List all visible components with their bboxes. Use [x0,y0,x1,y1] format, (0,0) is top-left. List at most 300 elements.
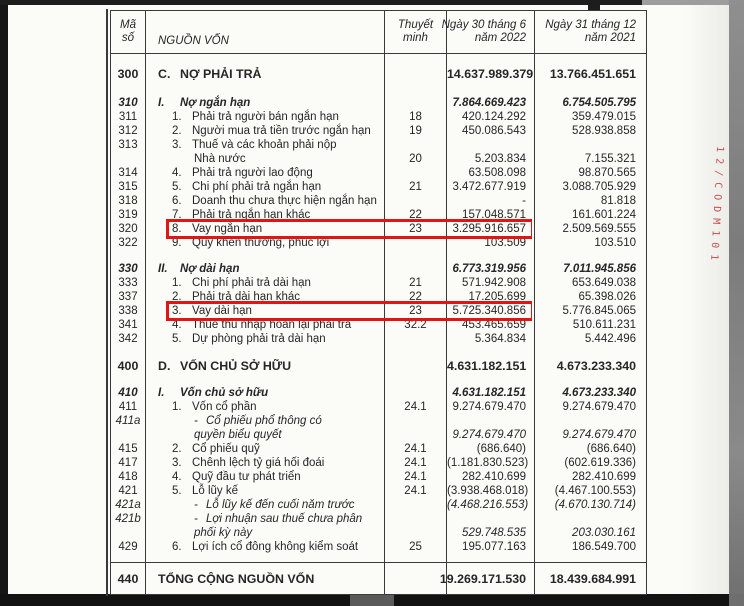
table-row [111,110,646,124]
value-2022-cell: 5.725.340.856 [447,304,535,318]
table-row [111,304,646,318]
value-2021-cell: 3.088.705.929 [562,181,636,193]
code-cell: 313 [111,138,146,152]
note-cell: 24.1 [385,442,447,456]
value-2022-cell: 529.748.535 [447,526,535,540]
header-period-2022-line1: Ngày 30 tháng 6 [441,19,526,31]
spacer-cell [146,346,385,358]
label-text: Thuế thu nhập hoãn lại phải trả [192,319,352,331]
label-text: Phải trả dài hạn khác [192,291,301,303]
spacer-row [111,554,646,562]
table-row [111,208,646,222]
label-cell [146,138,385,152]
label-prefix: 9. [172,237,182,249]
value-2022-cell: 9.274.679.470 [447,400,535,414]
value-2021-cell: 7.155.321 [584,153,636,165]
header-period-2021-line1: Ngày 31 tháng 12 [545,19,636,31]
label-text: Chi phí phải trả ngắn hạn [192,181,322,193]
label-cell [146,400,385,414]
value-2021-cell: 161.601.224 [572,209,636,221]
code-cell [111,152,146,166]
spacer-cell [447,54,535,66]
note-cell: 24.1 [385,456,447,470]
note-cell: 20 [385,152,447,166]
value-2021-cell: 282.410.699 [572,471,636,483]
table-row [111,276,646,290]
spacer-cell [385,54,447,66]
spacer-cell [385,374,447,386]
label-prefix: 2. [172,443,182,455]
value-2021-cell: (4.670.130.714) [554,499,636,511]
label-prefix: 5. [172,181,182,193]
header-source-label: NGUỒN VỐN [158,35,229,47]
code-cell: 333 [111,276,146,290]
code-cell: 411 [111,400,146,414]
label-cell [146,456,385,470]
note-cell: 23 [385,304,447,318]
code-cell: 330 [111,262,146,276]
label-cell [146,222,385,236]
spacer-cell [535,54,646,66]
value-2022-cell: 450.086.543 [447,124,535,138]
table-row [111,526,646,540]
header-code-line1: Mã [120,19,136,31]
table-row [111,456,646,470]
label-cell [146,236,385,250]
note-cell [385,66,447,82]
value-2022-cell: (3.938.468.018) [447,484,535,498]
spacer-cell [535,250,646,262]
value-2021-cell: 359.479.015 [572,111,636,123]
label-text: Nợ ngắn hạn [180,97,251,109]
label-cell [146,180,385,194]
header-notes-line1: Thuyết [397,19,434,31]
table-row [111,470,646,484]
table-row [111,400,646,414]
spacer-cell [447,346,535,358]
scan-bottom-bar-light [350,594,394,606]
label-cell [146,276,385,290]
value-2022-cell: 5.203.834 [447,152,535,166]
value-2021-cell [535,138,646,152]
total-label: TỔNG CỘNG NGUỒN VỐN [146,563,385,594]
code-cell: 400 [111,358,146,374]
value-2022-cell: 63.508.098 [447,166,535,180]
spacer-cell [146,82,385,96]
value-2021-cell: 4.673.233.340 [562,387,636,399]
value-2021-cell: (602.619.336) [564,457,636,469]
code-cell: 337 [111,290,146,304]
total-note [385,563,447,594]
table-row [111,498,646,512]
label-prefix: - [194,513,198,525]
header-code-line2: số [121,32,135,44]
code-cell: 418 [111,470,146,484]
label-text: Lỗ lũy kế đến cuối năm trước [206,499,355,511]
value-2022-cell: 3.295.916.657 [447,222,535,236]
spacer-cell [111,374,146,386]
table-row [111,290,646,304]
code-cell: 314 [111,166,146,180]
label-cell: Nhà nước [146,152,385,166]
table-row [111,484,646,498]
spacer-cell [535,374,646,386]
label-text: Cổ phiếu phổ thông có [206,415,322,427]
value-2021-cell [535,512,646,526]
table-row [111,358,646,374]
label-text: Dự phòng phải trả dài hạn [192,333,326,345]
code-cell: 421b [111,512,146,526]
note-cell: 25 [385,540,447,554]
table-row [111,222,646,236]
value-2022-cell: (686.640) [447,442,535,456]
note-cell [385,526,447,540]
header-period-2022 [441,11,535,53]
label-text: Người mua trả tiền trước ngắn hạn [192,125,371,137]
label-cell [146,318,385,332]
table-row [111,318,646,332]
value-2021-cell: 13.766.451.651 [549,67,636,81]
spacer-row [111,82,646,96]
code-cell: 300 [111,66,146,82]
code-cell: 421a [111,498,146,512]
label-cell [146,358,385,374]
value-2021-cell: 98.870.565 [578,167,636,179]
code-cell: 315 [111,180,146,194]
label-prefix: - [194,499,198,511]
spacer-row [111,250,646,262]
label-cell [146,414,385,428]
code-cell [111,428,146,442]
label-prefix: 8. [172,223,182,235]
label-prefix: 2. [172,125,182,137]
label-prefix: 6. [172,195,182,207]
value-2022-cell: - [447,194,535,208]
code-cell: 342 [111,332,146,346]
value-2022-cell: 195.077.163 [447,540,535,554]
total-value-2022: 19.269.171.530 [447,563,535,594]
label-prefix: 3. [172,457,182,469]
label-prefix: C. [158,67,171,81]
code-cell: 320 [111,222,146,236]
note-cell [385,428,447,442]
label-cell [146,96,385,110]
code-cell: 312 [111,124,146,138]
value-2022-cell: 571.942.908 [447,276,535,290]
table-row [111,166,646,180]
spacer-cell [385,346,447,358]
scan-edge-left [0,0,8,606]
margin-red-stamp: 12/CODM101 [707,145,726,267]
value-2021-cell: (4.467.100.553) [554,485,636,497]
label-prefix: - [194,415,198,427]
label-prefix: 1. [172,277,182,289]
table-row [111,138,646,152]
table-row [111,428,646,442]
table-row [111,124,646,138]
spacer-cell [111,54,146,66]
label-text: Phải trả ngắn hạn khác [192,209,311,221]
note-cell: 21 [385,180,447,194]
code-cell: 411a [111,414,146,428]
table-row [111,442,646,456]
value-2022-cell: 453.465.659 [447,318,535,332]
spacer-cell [385,82,447,96]
value-2022-cell: 103.509 [447,236,535,250]
note-cell [385,512,447,526]
spacer-cell [146,250,385,262]
label-prefix: 2. [172,291,182,303]
spacer-cell [535,554,646,562]
code-cell: 322 [111,236,146,250]
value-2021-cell: 203.030.161 [572,527,636,539]
value-2022-cell [447,414,535,428]
label-text: Chênh lệch tỷ giá hối đoái [192,457,325,469]
note-cell [385,414,447,428]
label-text: Lợi nhuận sau thuế chưa phân [206,513,363,525]
table-row [111,414,646,428]
label-prefix: 4. [172,319,182,331]
table-row [111,152,646,166]
code-cell: 341 [111,318,146,332]
value-2022-cell: 14.637.989.379 [447,67,534,81]
code-cell: 429 [111,540,146,554]
value-2022-cell: 3.472.677.919 [447,180,535,194]
spacer-cell [447,82,535,96]
value-2021-cell: 5.442.496 [584,333,636,345]
spacer-row [111,54,646,66]
value-2022-cell: (1.181.830.523) [447,456,535,470]
label-cell [146,208,385,222]
label-cell [146,124,385,138]
value-2022-cell: 157.048.571 [447,208,535,222]
label-prefix: 5. [172,485,182,497]
label-text: Vay dài hạn [192,305,252,317]
value-2021-cell: 653.649.038 [572,277,636,289]
note-cell: 24.1 [385,470,447,484]
note-cell: 24.1 [385,484,447,498]
label-text: Nợ dài hạn [180,263,240,275]
table-row [111,180,646,194]
value-2022-cell: 4.631.182.151 [447,386,535,400]
spacer-cell [385,554,447,562]
spacer-cell [535,82,646,96]
label-text: Chi phí phải trả dài hạn [192,277,311,289]
value-2022-cell: 420.124.292 [447,110,535,124]
table-row [111,540,646,554]
value-2021-cell: 186.549.700 [572,541,636,553]
table-row [111,332,646,346]
spacer-cell [447,250,535,262]
label-text: Lỗ lũy kế [192,485,239,497]
value-2021-cell: 5.776.845.065 [562,305,636,317]
table-row [111,96,646,110]
value-2021-cell: 103.510 [594,237,636,249]
value-2021-cell: 65.398.026 [578,291,636,303]
note-cell: 32.2 [385,318,447,332]
table-row [111,512,646,526]
scan-edge-right [729,0,744,606]
value-2022-cell [447,138,535,152]
note-cell [385,262,447,276]
label-cell [146,442,385,456]
table-row [111,194,646,208]
label-cell [146,304,385,318]
note-cell: 23 [385,222,447,236]
label-prefix: II. [158,263,168,275]
table-body [111,54,646,562]
spacer-cell [111,250,146,262]
note-cell [385,166,447,180]
note-cell: 24.1 [385,400,447,414]
label-prefix: 1. [172,111,182,123]
total-value-2021: 18.439.684.991 [549,571,636,586]
label-cell [146,262,385,276]
label-prefix: 1. [172,401,182,413]
value-2021-cell: 528.938.858 [572,125,636,137]
code-cell: 310 [111,96,146,110]
note-cell [385,358,447,374]
header-period-2022-line2: năm 2022 [474,32,526,44]
label-text: Cổ phiếu quỹ [192,443,260,455]
note-cell: 18 [385,110,447,124]
code-cell: 410 [111,386,146,400]
value-2022-cell: 17.205.699 [447,290,535,304]
note-cell [385,194,447,208]
label-text: NỢ PHẢI TRẢ [180,67,262,81]
code-cell: 338 [111,304,146,318]
value-2022-cell: 7.864.669.423 [447,96,535,110]
label-text: Phải trả người bán ngắn hạn [192,111,339,123]
label-prefix: I. [158,387,165,399]
label-prefix: D. [158,359,171,373]
table-row [111,236,646,250]
label-prefix: I. [158,97,165,109]
label-text: Phải trả người lao động [192,167,313,179]
label-cell: phối kỳ này [146,526,385,540]
label-cell [146,110,385,124]
value-2022-cell: (4.468.216.553) [447,498,535,512]
spacer-cell [447,374,535,386]
scan-edge-top [0,0,642,5]
label-cell [146,166,385,180]
label-text: Doanh thu chưa thực hiện ngắn hạn [192,195,377,207]
label-text: Quỹ khen thưởng, phúc lợi [192,237,330,249]
spacer-cell [146,554,385,562]
code-cell: 311 [111,110,146,124]
label-text: VỐN CHỦ SỞ HỮU [180,359,292,373]
note-cell [385,498,447,512]
label-cell [146,512,385,526]
label-cell: quyền biểu quyết [146,428,385,442]
value-2022-cell: 5.364.834 [447,332,535,346]
spacer-cell [146,54,385,66]
header-code [111,11,146,53]
value-2021-cell: 2.509.569.555 [562,223,636,235]
label-text: Vay ngắn hạn [192,223,263,235]
label-prefix: 3. [172,305,182,317]
header-period-2021 [535,11,646,53]
note-cell [385,236,447,250]
label-prefix: 3. [172,139,182,151]
value-2021-cell: 7.011.945.856 [563,263,636,275]
label-cell [146,66,385,82]
table-row [111,66,646,82]
value-2022-cell: 4.631.182.151 [447,358,535,374]
header-source [146,11,385,53]
label-text: Quỹ đầu tư phát triển [192,471,301,483]
note-cell [385,138,447,152]
value-2021-cell: 6.754.505.795 [562,97,636,109]
code-cell: 421 [111,484,146,498]
label-cell [146,194,385,208]
value-2021-cell: 9.274.679.470 [562,401,636,413]
spacer-cell [111,554,146,562]
code-cell: 415 [111,442,146,456]
note-cell [385,332,447,346]
label-cell [146,540,385,554]
label-prefix: 4. [172,167,182,179]
table-row [111,386,646,400]
total-code: 440 [111,563,146,594]
label-text: Lợi ích cổ đông không kiểm soát [192,541,359,553]
label-prefix: 4. [172,471,182,483]
label-prefix: 5. [172,333,182,345]
code-cell: 319 [111,208,146,222]
code-cell: 417 [111,456,146,470]
spacer-cell [535,346,646,358]
note-cell [385,386,447,400]
value-2022-cell: 9.274.679.470 [447,428,535,442]
label-prefix: 6. [172,541,182,553]
note-cell: 22 [385,208,447,222]
header-notes-line2: minh [403,32,428,44]
total-row [111,562,646,594]
balance-sheet-table [110,10,647,595]
label-cell [146,498,385,512]
label-cell [146,470,385,484]
label-cell [146,386,385,400]
header-period-2021-line2: năm 2021 [584,32,636,44]
label-text: Vốn cổ phần [192,401,257,413]
spacer-cell [447,554,535,562]
table-row [111,262,646,276]
spacer-cell [385,250,447,262]
note-cell [385,96,447,110]
note-cell: 19 [385,124,447,138]
label-prefix: 7. [172,209,182,221]
spacer-row [111,346,646,358]
value-2021-cell: 4.673.233.340 [556,359,636,373]
spacer-cell [111,346,146,358]
table-header [111,11,646,54]
spacer-cell [111,82,146,96]
code-cell [111,526,146,540]
value-2022-cell [447,512,535,526]
label-text: Vốn chủ sở hữu [180,387,269,399]
header-notes [385,11,447,53]
spacer-cell [146,374,385,386]
value-2021-cell: 9.274.679.470 [562,429,636,441]
value-2021-cell: 510.611.231 [572,319,636,331]
note-cell: 22 [385,290,447,304]
label-cell [146,290,385,304]
value-2021-cell [535,414,646,428]
label-cell [146,332,385,346]
value-2021-cell: 81.818 [600,195,636,207]
value-2022-cell: 6.773.319.956 [447,262,535,276]
value-2022-cell: 282.410.699 [447,470,535,484]
